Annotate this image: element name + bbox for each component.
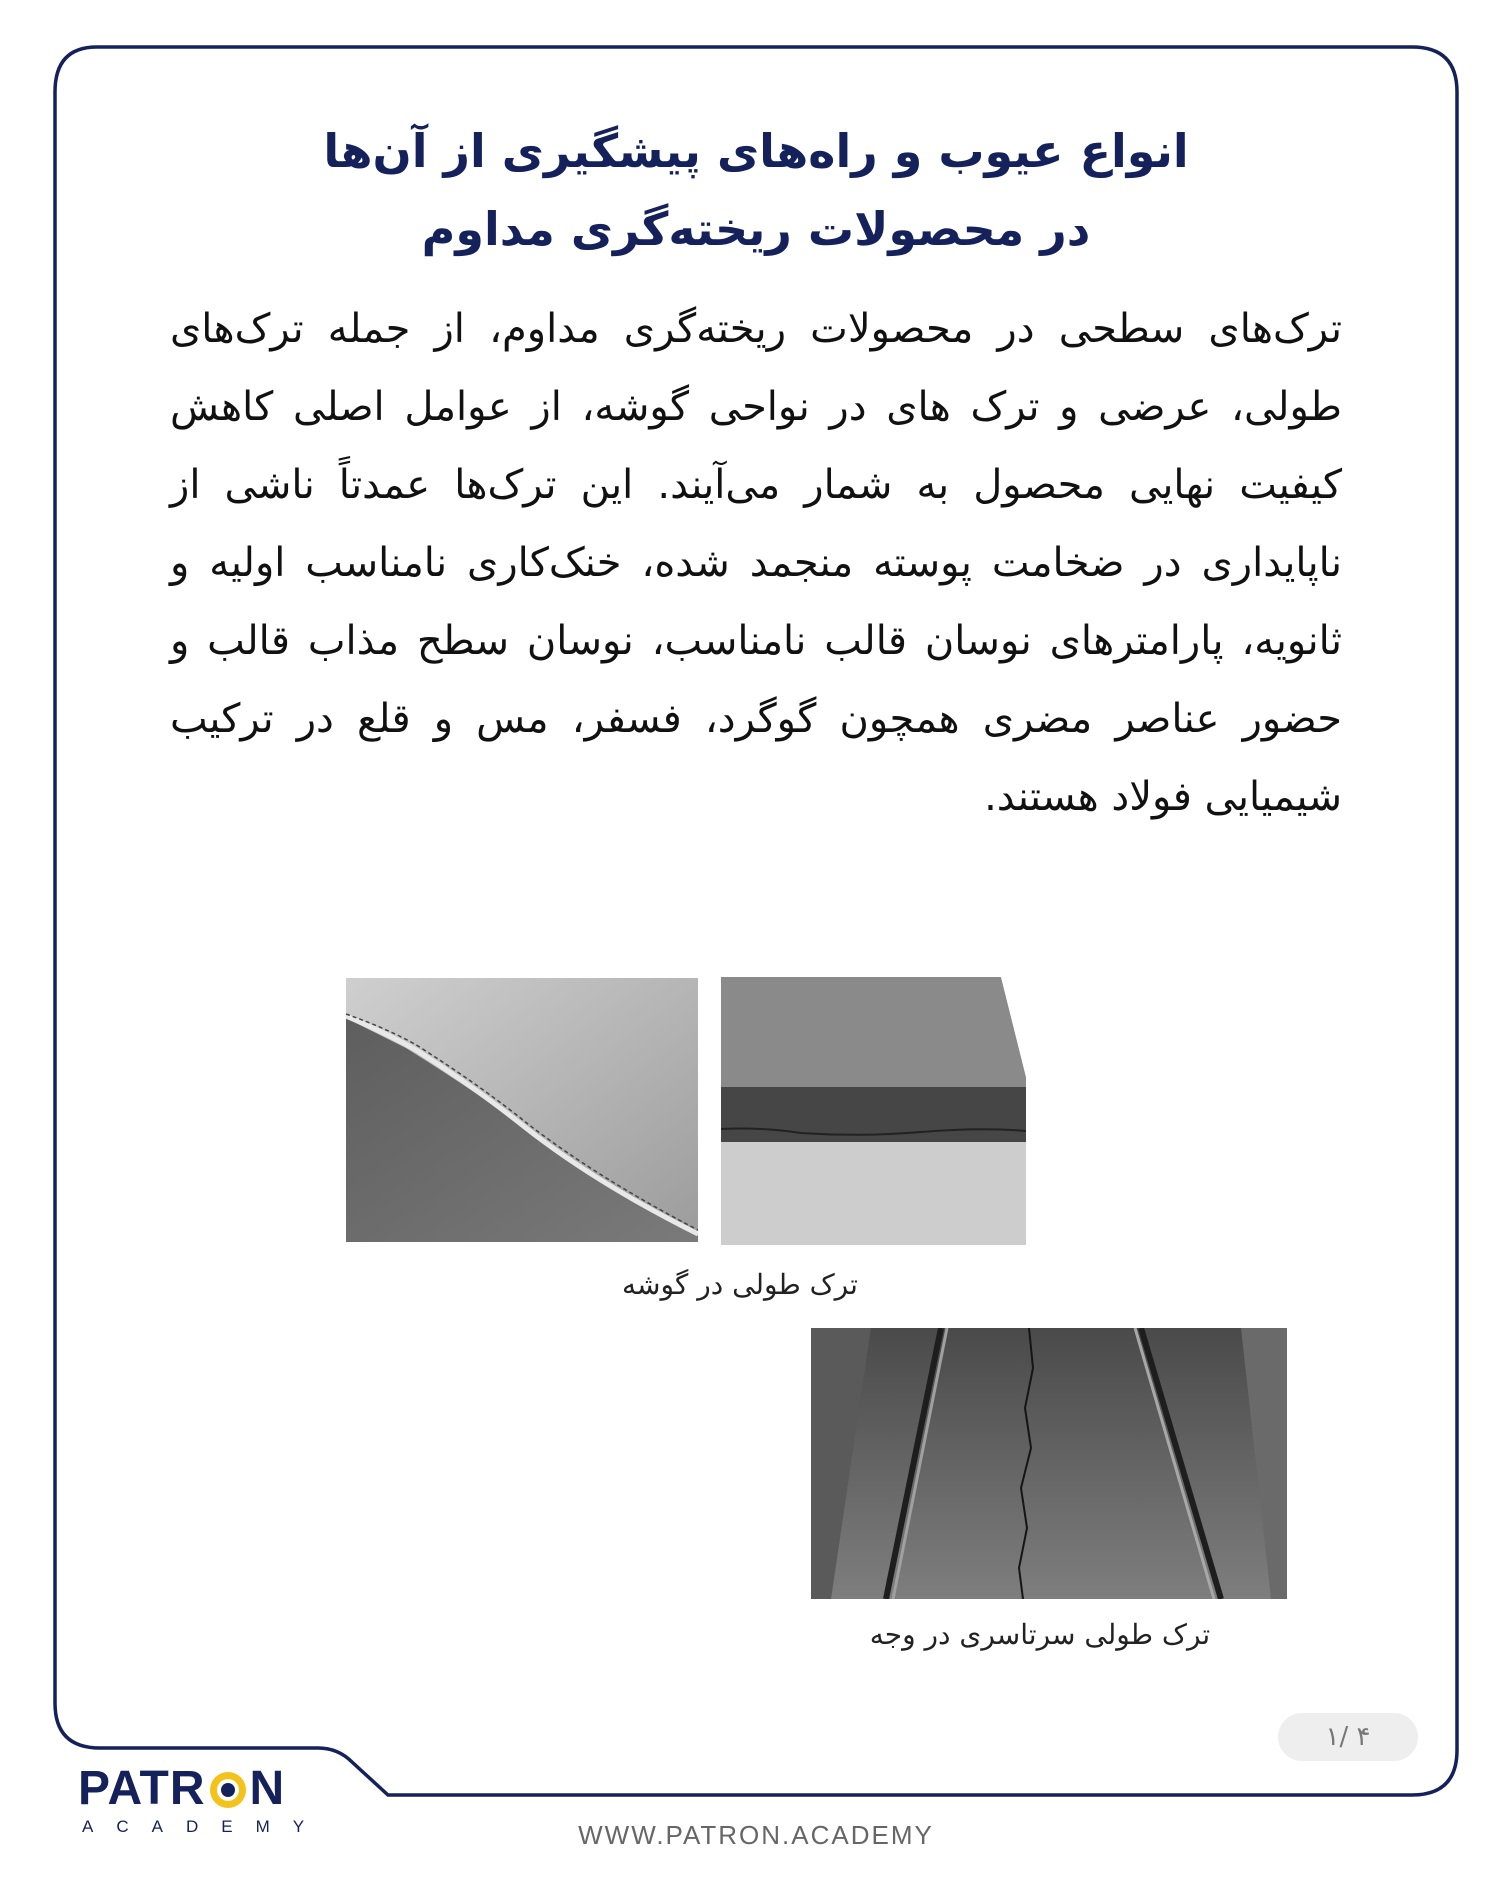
figure-caption-1: ترک طولی در گوشه <box>622 1268 858 1301</box>
logo-subtitle: ACADEMY <box>82 1817 328 1836</box>
photo-corner-crack-2 <box>721 977 1026 1245</box>
title-line-1: انواع عیوب و راه‌های پیشگیری از آن‌ها <box>323 124 1189 178</box>
photo-face-crack <box>811 1328 1287 1599</box>
website-url[interactable]: WWW.PATRON.ACADEMY <box>578 1820 934 1850</box>
logo-word-left: PATR <box>78 1762 206 1815</box>
logo-wordmark <box>78 1763 338 1815</box>
logo <box>78 1763 338 1837</box>
page-title <box>200 112 1312 268</box>
page-indicator: ۱/ ۴ <box>1278 1713 1418 1761</box>
photo-corner-crack <box>346 978 698 1242</box>
figure-caption-2: ترک طولی سرتاسری در وجه <box>869 1618 1211 1651</box>
logo-word-right: N <box>249 1762 286 1815</box>
body-paragraph: ترک‌های سطحی در محصولات ریخته‌گری مداوم، از جمله ترک‌های طولی، عرضی و ترک های در نواحی گوشه، از عوامل اصلی کاهش کیفیت نهایی محصول به شمار می‌آیند. این ترک‌ها عمدتاً ناشی از ناپایداری در ضخامت پوسته منجمد شده، خنک‌کاری نامناسب اولیه و ثانویه، پارامترهای نوسان قالب نامناسب، نوسان سطح مذاب قالب و حضور عناصر مضری همچون گوگرد، فسفر، مس و قلع در ترکیب شیمیایی فولاد هستند. <box>170 306 1342 820</box>
logo-o-icon <box>208 1769 248 1809</box>
title-line-2: در محصولات ریخته‌گری مداوم <box>421 202 1091 256</box>
